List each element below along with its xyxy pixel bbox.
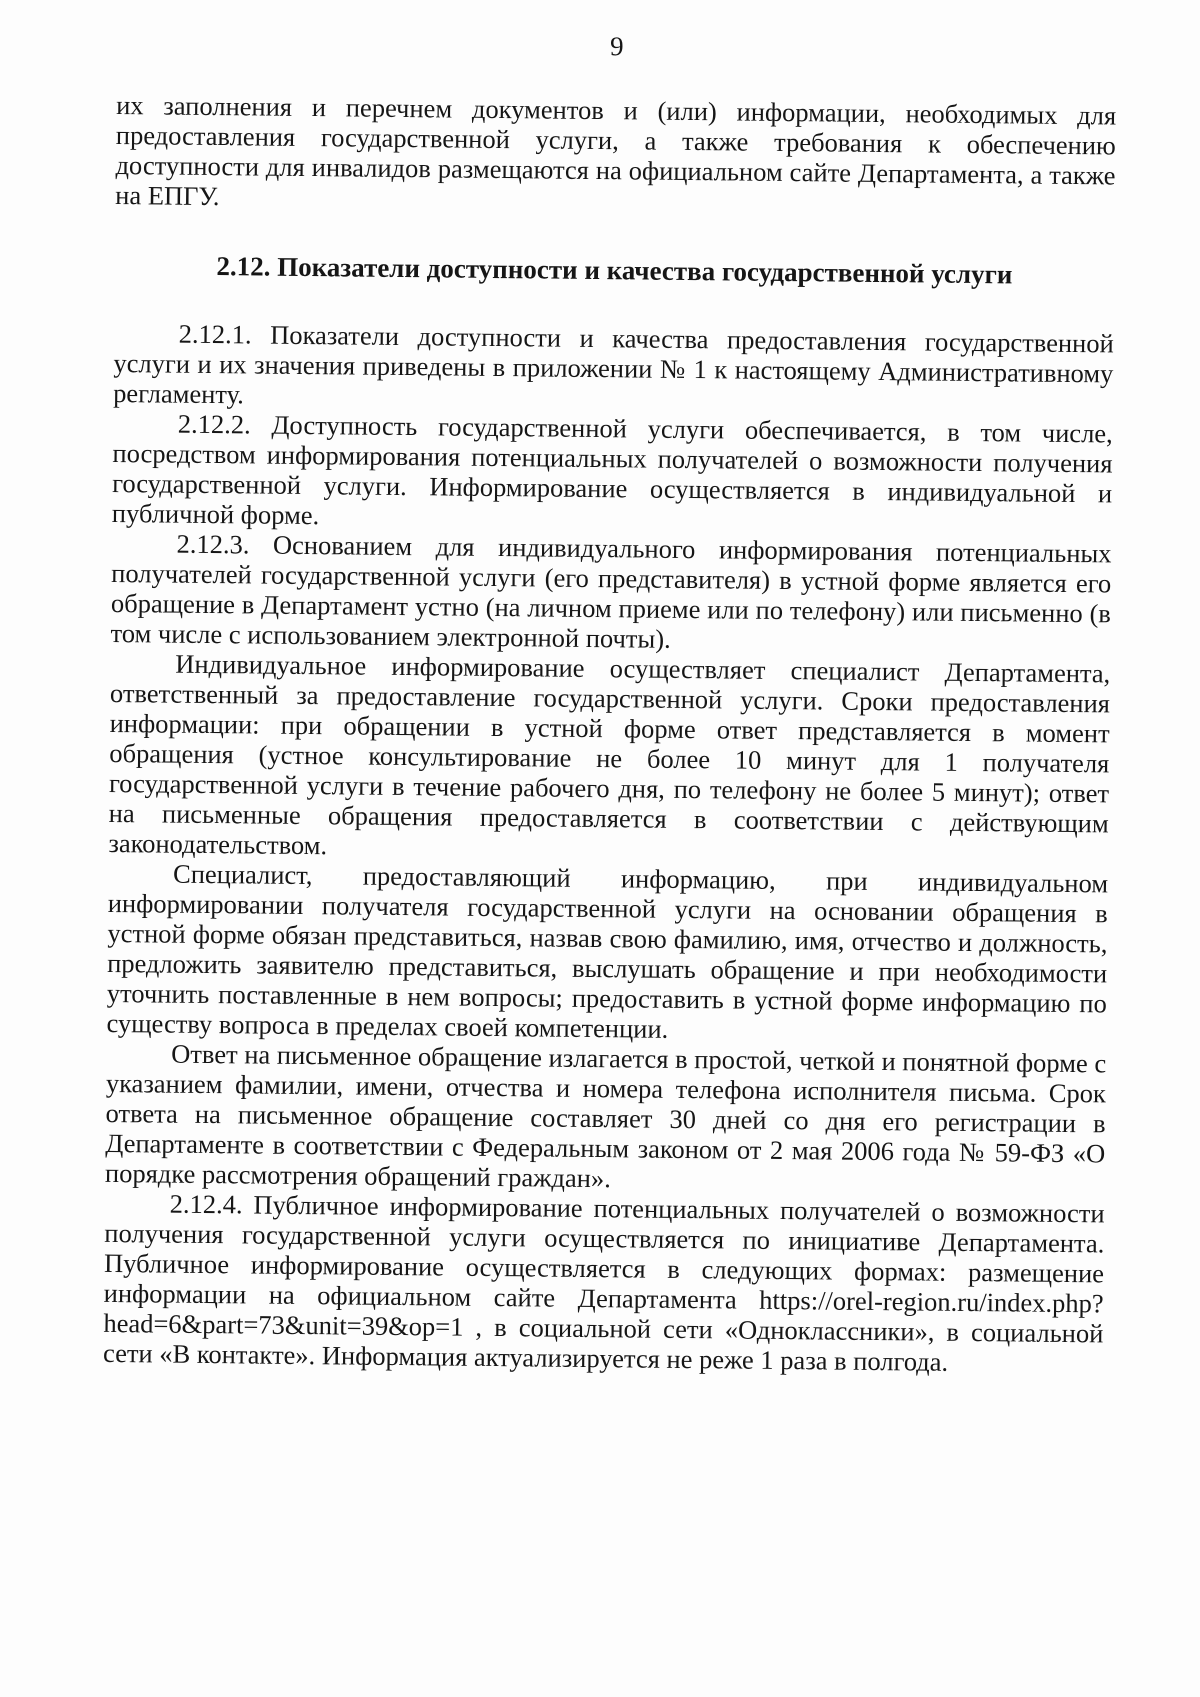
intro-paragraph: их заполнения и перечнем документов и (или) информации, необходимых для предоставления государственной услуги, а также требования к обеспечению доступности для инвалидов размещаются на официальном сайте Департамента, а также на ЕПГУ.: [115, 89, 1117, 212]
page-number: 9: [609, 31, 624, 62]
paragraph-2-12-4: 2.12.4. Публичное информирование потенциальных получателей о возможности получения государственной услуги осуществляется по инициативе Департамента. Публичное информирование осуществляется в следующих формах: размещение информации на официальном сайте Департамента https://orel-region.ru/index.php?head=6&part=73&unit=39&op=1 , в социальной сети «Одноклассники», в социальной сети «В контакте». Информация актуализируется не реже 1 раза в полгода.: [102, 1188, 1105, 1377]
paragraph-2-12-2: 2.12.2. Доступность государственной услуги обеспечивается, в том числе, посредством информирования потенциальных получателей о возможности получения государственной услуги. Информирование осуществляется в индивидуальной и публичной форме.: [111, 408, 1113, 531]
section-heading: 2.12. Показатели доступности и качества государственной услуги: [216, 251, 1013, 290]
paragraph-2-12-1: 2.12.1. Показатели доступности и качества предоставления государственной услуги и их значения приведены в приложении № 1 к настоящему Административному регламенту.: [112, 318, 1114, 410]
paragraph-specialist: Специалист, предоставляющий информацию, при индивидуальном информировании получателя государственной услуги на основании обращения в устной форме обязан представиться, назвав свою фамилию, имя, отчество и должность, предложить заявителю представиться, выслушать обращение и при необходимости уточнить поставленные в нем вопросы; предоставить в устной форме информацию по существу вопроса в пределах своей компетенции.: [106, 858, 1109, 1044]
page-content: [103, 26, 1117, 1378]
paragraph-2-12-3: 2.12.3. Основанием для индивидуального информирования потенциальных получателей государственной услуги (его представителя) в устной форме является его обращение в Департамент устно (на личном приеме или по телефону) или письменно (в том числе с использованием электронной почты).: [110, 528, 1112, 654]
paragraph-written-response: Ответ на письменное обращение излагается в простой, четкой и понятной форме с указанием фамилии, имени, отчества и номера телефона исполнителя письма. Срок ответа на письменное обращение составляет 30 дней со дня его регистрации в Департаменте в соответствии с Федеральным законом от 2 мая 2006 года № 59-ФЗ «О порядке рассмотрения обращений граждан».: [104, 1038, 1107, 1194]
paragraph-individual-informing: Индивидуальное информирование осуществляет специалист Департамента, ответственный за предоставление государственной услуги. Сроки предоставления информации: при обращении в устной форме ответ представляется в момент обращения (устное консультирование не более 10 минут для 1 получателя государственной услуги в течение рабочего дня, по телефону не более 5 минут); ответ на письменные обращения предоставляется в соответствии с действующим законодательством.: [108, 648, 1111, 861]
